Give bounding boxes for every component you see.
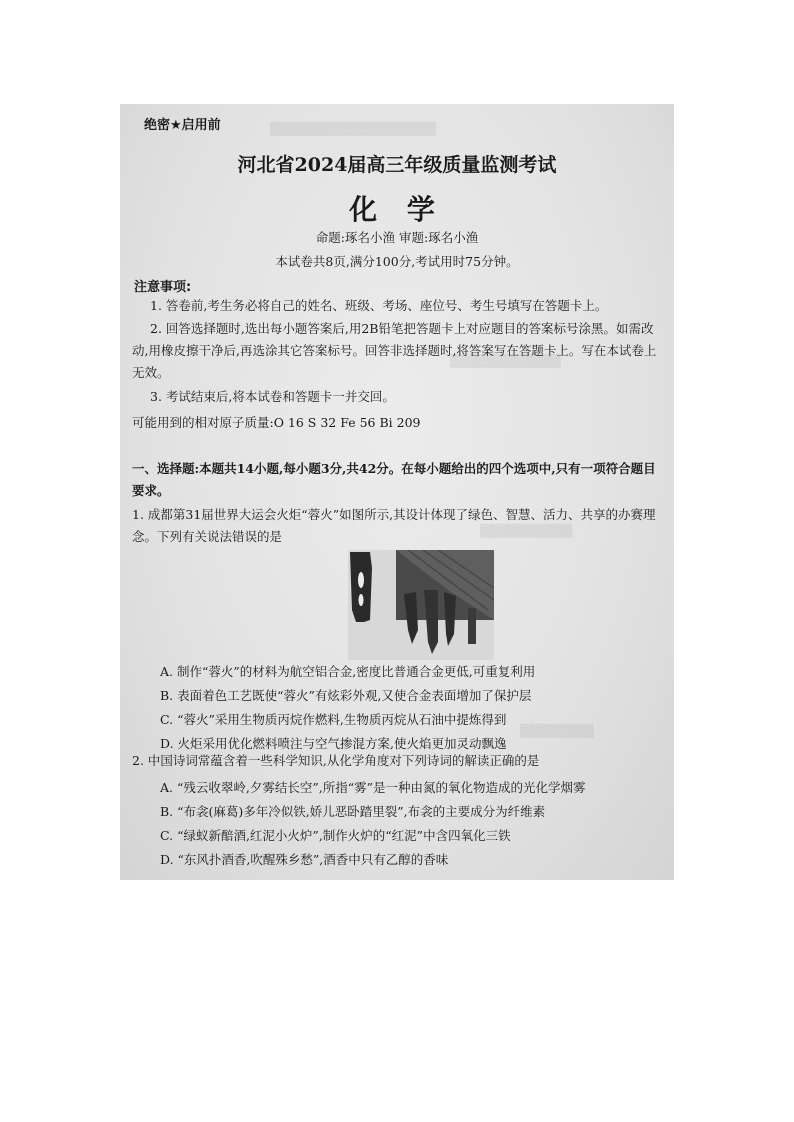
bleed-through-mark: ▒▒▒▒▒▒▒▒▒▒▒▒ bbox=[450, 354, 561, 368]
exam-photo bbox=[120, 104, 674, 880]
question-1-stem: 1. 成都第31届世界大运会火炬“蓉火”如图所示,其设计体现了绿色、智慧、活力、共享的办赛理念。下列有关说法错误的是 bbox=[132, 507, 656, 544]
q2-option-d: D. “东风扑酒香,吹醒殊乡愁”,酒香中只有乙醇的香味 bbox=[160, 852, 449, 867]
q1-option-d: D. 火炬采用优化燃料喷注与空气掺混方案,使火焰更加灵动飘逸 bbox=[160, 736, 507, 751]
note-item: 2. 回答选择题时,选出每小题答案后,用2B铅笔把答题卡上对应题目的答案标号涂黑。如需改动,用橡皮擦干净后,再选涂其它答案标号。回答非选择题时,将答案写在答题卡上。写在本试卷上无效。 bbox=[132, 321, 657, 380]
bleed-through-mark: ▒▒▒▒▒▒▒▒▒▒ bbox=[480, 524, 573, 538]
exam-title: 河北省2024届高三年级质量监测考试 bbox=[237, 154, 557, 176]
section-heading: 一、选择题:本题共14小题,每小题3分,共42分。在每小题给出的四个选项中,只有一项符合题目要求。 bbox=[132, 461, 656, 498]
q1-option-b: B. 表面着色工艺既使“蓉火”有炫彩外观,又使合金表面增加了保护层 bbox=[160, 688, 532, 703]
author-line: 命题:琢名小渔 审题:琢名小渔 bbox=[315, 230, 479, 245]
q2-option-a: A. “残云收翠岭,夕雾结长空”,所指“雾”是一种由氮的氧化物造成的光化学烟雾 bbox=[160, 780, 586, 795]
confidential-label: 绝密★启用前 bbox=[144, 118, 221, 133]
q1-option-c: C. “蓉火”采用生物质丙烷作燃料,生物质丙烷从石油中提炼得到 bbox=[160, 712, 507, 727]
atomic-mass-line: 可能用到的相对原子质量:O 16 S 32 Fe 56 Bi 209 bbox=[132, 415, 421, 430]
q2-option-b: B. “布衾(麻葛)多年冷似铁,娇儿恶卧踏里裂”,布衾的主要成分为纤维素 bbox=[160, 804, 546, 819]
subject-title: 化 学 bbox=[349, 193, 445, 226]
q1-option-a: A. 制作“蓉火”的材料为航空铝合金,密度比普通合金更低,可重复利用 bbox=[160, 664, 536, 679]
q2-option-c: C. “绿蚁新醅酒,红泥小火炉”,制作火炉的“红泥”中含四氧化三铁 bbox=[160, 828, 511, 843]
exam-meta: 本试卷共8页,满分100分,考试用时75分钟。 bbox=[275, 254, 519, 269]
note-item: 1. 答卷前,考生务必将自己的姓名、班级、考场、座位号、考生号填写在答题卡上。 bbox=[150, 298, 608, 313]
question-2-options bbox=[160, 776, 585, 872]
bleed-through-mark: ▒▒▒▒▒▒▒▒▒▒▒▒▒▒▒▒▒▒ bbox=[270, 122, 437, 136]
question-2-stem: 2. 中国诗词常蕴含着一些科学知识,从化学角度对下列诗词的解读正确的是 bbox=[132, 753, 540, 768]
torch-photo bbox=[348, 550, 494, 660]
bleed-through-mark: ▒▒▒▒▒▒▒▒ bbox=[520, 724, 594, 738]
note-item: 3. 考试结束后,将本试卷和答题卡一并交回。 bbox=[150, 389, 395, 404]
notes-heading: 注意事项: bbox=[134, 280, 192, 295]
question-1-options bbox=[160, 660, 535, 756]
